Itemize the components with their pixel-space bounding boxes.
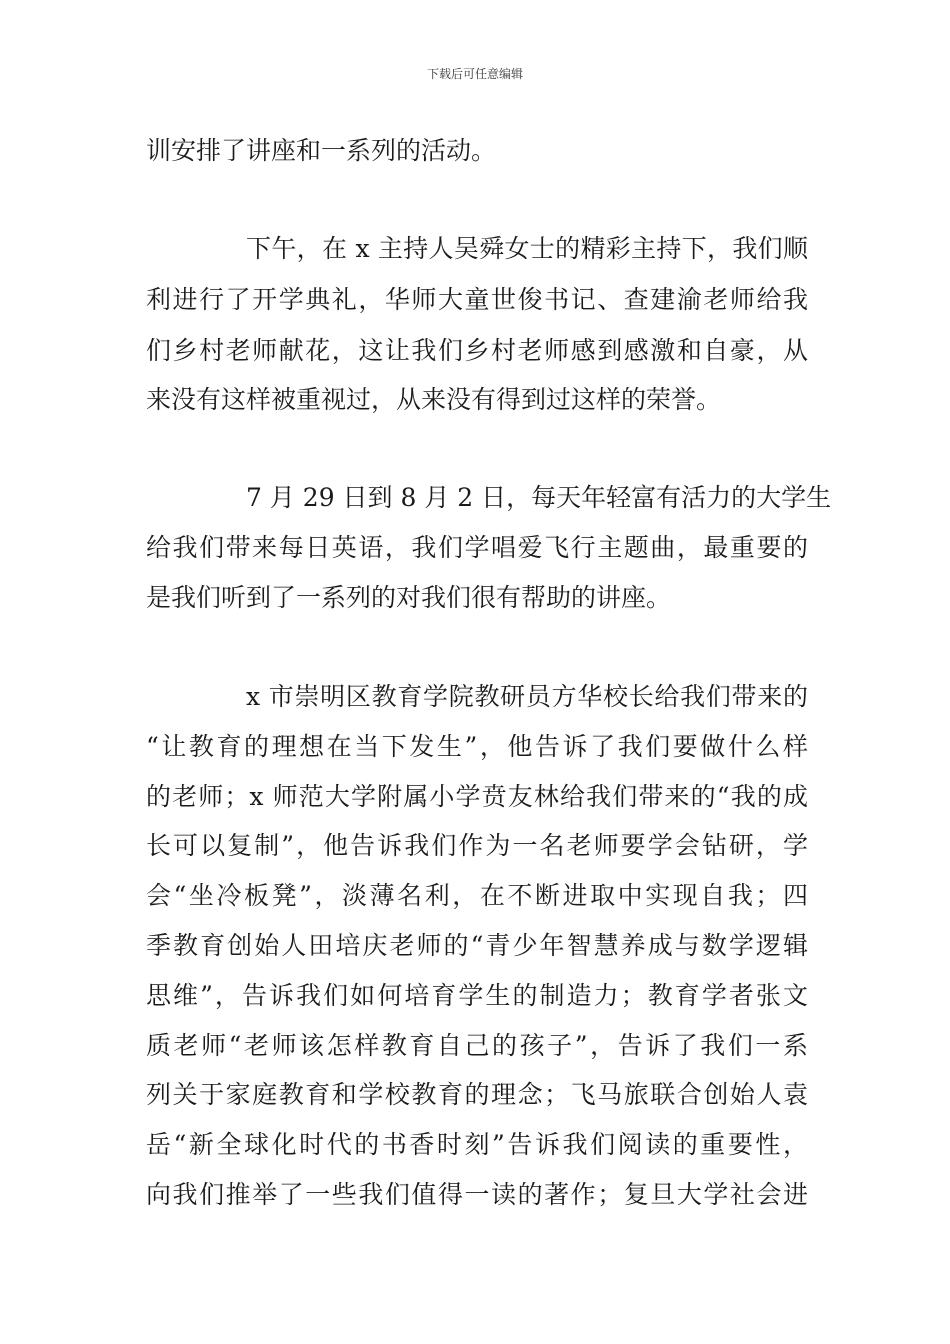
text-line: 的老师；x 师范大学附属小学贲友林给我们带来的“我的成: [146, 782, 808, 811]
text-line: 岳“新全球化时代的书香时刻”告诉我们阅读的重要性，: [146, 1130, 808, 1159]
text-line: 训安排了讲座和一系列的活动。: [146, 136, 497, 165]
text-line: x 市崇明区教育学院教研员方华校长给我们带来的: [246, 682, 808, 711]
text-line: 来没有这样被重视过，从来没有得到过这样的荣誉。: [146, 385, 722, 414]
text-line: 季教育创始人田培庆老师的“青少年智慧养成与数学逻辑: [146, 931, 808, 960]
text-line: 长可以复制”，他告诉我们作为一名老师要学会钻研，学: [146, 831, 808, 860]
text-line: 利进行了开学典礼，华师大童世俊书记、查建渝老师给我: [146, 285, 808, 314]
page-header: 下载后可任意编辑: [426, 67, 523, 81]
text-line: “让教育的理想在当下发生”，他告诉了我们要做什么样: [146, 732, 808, 761]
text-line: 向我们推举了一些我们值得一读的著作；复旦大学社会进: [146, 1180, 808, 1209]
text-line: 7 月 29 日到 8 月 2 日，每天年轻富有活力的大学生: [246, 483, 832, 512]
text-line: 会“坐冷板凳”，淡薄名利，在不断进取中实现自我；四: [146, 881, 808, 910]
text-line: 思维”，告诉我们如何培育学生的制造力；教育学者张文: [146, 981, 808, 1010]
text-line: 下午，在 x 主持人吴舜女士的精彩主持下，我们顺: [246, 234, 808, 263]
text-line: 们乡村老师献花，这让我们乡村老师感到感激和自豪，从: [146, 336, 808, 365]
text-line: 列关于家庭教育和学校教育的理念；飞马旅联合创始人袁: [146, 1080, 808, 1109]
text-line: 是我们听到了一系列的对我们很有帮助的讲座。: [146, 583, 672, 612]
text-line: 质老师“老师该怎样教育自己的孩子”，告诉了我们一系: [146, 1031, 808, 1060]
text-line: 给我们带来每日英语，我们学唱爱飞行主题曲，最重要的: [146, 533, 808, 562]
